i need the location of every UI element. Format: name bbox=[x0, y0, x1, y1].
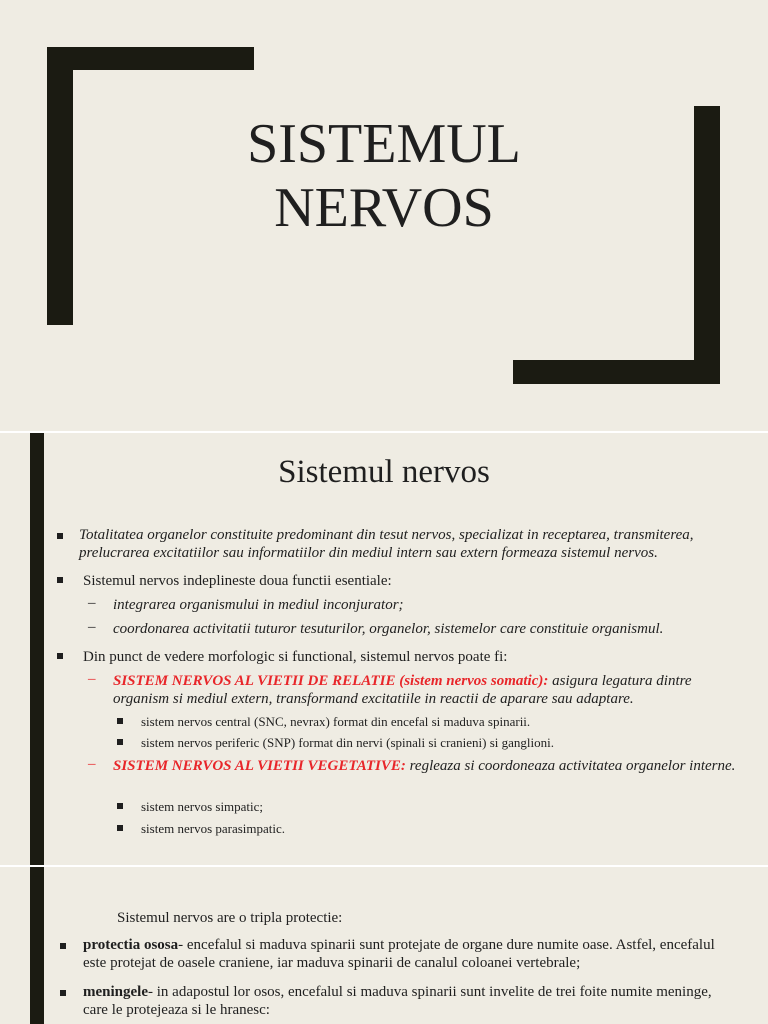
bullet-square bbox=[57, 653, 63, 659]
bullet-square bbox=[57, 577, 63, 583]
protection-meninges-text: - in adapostul lor osos, encefalul si maduva spinarii sunt invelite de trei foite numite meninge, care le protejeaza si le hranesc: bbox=[83, 984, 712, 1018]
relation-system-heading: SISTEM NERVOS AL VIETII DE RELATIE (sistem nervos somatic): bbox=[113, 673, 549, 689]
dash-marker: – bbox=[88, 595, 96, 611]
slide-separator bbox=[0, 431, 768, 433]
bullet-square bbox=[60, 990, 66, 996]
bullet-square bbox=[60, 943, 66, 949]
bullet-square bbox=[117, 825, 123, 831]
relation-system-text: asigura legatura dintre organism si mediul extern, transformand excitatiile in reactii de aparare sau adaptare. bbox=[113, 673, 692, 707]
protection-bony-text: - encefalul si maduva spinarii sunt protejate de organe dure numite oase. Astfel, encefalul este protejat de oasele craniene, iar maduva spinarii de canalul coloanei vertebrale; bbox=[83, 937, 715, 971]
protection-bony bbox=[83, 936, 733, 972]
main-title bbox=[0, 112, 768, 240]
protection-bony-heading: protectia ososa bbox=[83, 937, 179, 953]
protection-meninges-heading: meningele bbox=[83, 984, 148, 1000]
frame-top-left-horizontal bbox=[47, 47, 254, 70]
title-slide bbox=[0, 0, 768, 432]
title-line-2: NERVOS bbox=[274, 177, 494, 239]
vegetative-system-heading: SISTEM NERVOS AL VIETII VEGETATIVE: bbox=[113, 758, 406, 774]
vegetative-system-text: regleaza si coordoneaza activitatea organelor interne. bbox=[409, 758, 736, 774]
paragraph-classification: Din punct de vedere morfologic si functional, sistemul nervos poate fi: bbox=[83, 649, 508, 665]
dash-marker-red: – bbox=[88, 671, 96, 687]
slide-separator bbox=[0, 865, 768, 867]
title-line-1: SISTEMUL bbox=[247, 113, 521, 175]
protection-meninges bbox=[83, 983, 733, 1019]
bullet-square bbox=[117, 718, 123, 724]
left-accent-bar bbox=[30, 866, 44, 1024]
slide-title: Sistemul nervos bbox=[278, 454, 490, 490]
left-accent-bar bbox=[30, 432, 44, 866]
protection-intro: Sistemul nervos are o tripla protectie: bbox=[117, 910, 343, 926]
paragraph-definition: Totalitatea organelor constituite predominant din tesut nervos, specializat in receptarea, transmiterea, prelucrarea excitatiilor sau informatiilor din mediul intern sau extern formeaza sistemul nervos. bbox=[79, 527, 694, 561]
content-slide bbox=[0, 432, 768, 866]
relation-sub-peripheral: sistem nervos periferic (SNP) format din nervi (spinali si cranieni) si ganglioni. bbox=[141, 735, 555, 750]
bullet-square bbox=[117, 739, 123, 745]
frame-bottom-right-horizontal bbox=[513, 360, 720, 384]
function-item-2: coordonarea activitatii tuturor tesuturilor, organelor, sistemelor care constituie organismul. bbox=[113, 621, 664, 637]
paragraph-functions: Sistemul nervos indeplineste doua functii esentiale: bbox=[83, 573, 392, 589]
bullet-square bbox=[57, 533, 63, 539]
relation-sub-central: sistem nervos central (SNC, nevrax) format din encefal si maduva spinarii. bbox=[141, 714, 531, 729]
function-item-1: integrarea organismului in mediul inconjurator; bbox=[113, 597, 404, 613]
protection-slide bbox=[0, 866, 768, 1024]
dash-marker: – bbox=[88, 619, 96, 635]
bullet-square bbox=[117, 803, 123, 809]
vegetative-system bbox=[113, 757, 743, 775]
relation-system bbox=[113, 672, 743, 708]
dash-marker-red: – bbox=[88, 756, 96, 772]
vegetative-sub-sympathetic: sistem nervos simpatic; bbox=[141, 799, 264, 814]
vegetative-sub-parasympathetic: sistem nervos parasimpatic. bbox=[141, 821, 286, 836]
